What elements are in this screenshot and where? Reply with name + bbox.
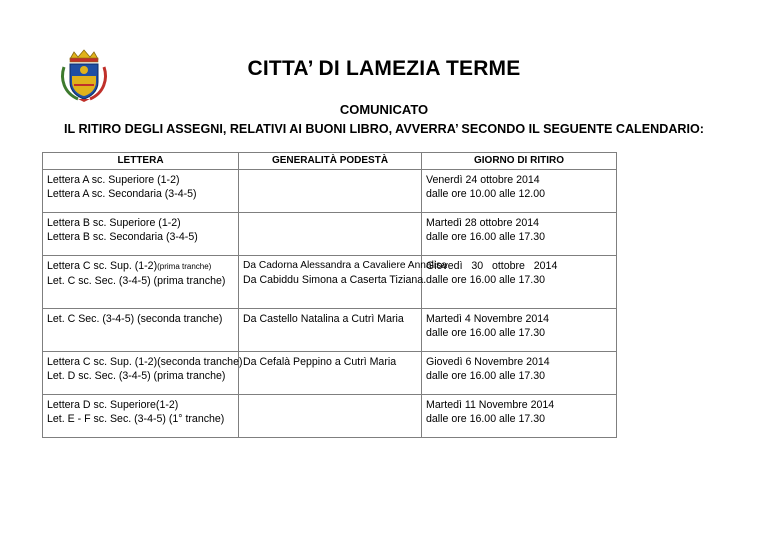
generalita-cell [239,351,422,394]
page-title: CITTA’ DI LAMEZIA TERME [247,57,521,80]
giorno-hours: dalle ore 16.00 alle 17.30 [426,274,545,286]
tranche-note: (prima tranche) [157,261,212,271]
giorno-hours: dalle ore 16.00 alle 17.30 [426,370,545,382]
calendar-table [42,152,617,438]
lettera-line: Lettera C sc. Sup. (1-2)(seconda tranche) [47,355,243,368]
lettera-cell [43,308,239,351]
lettera-line: Let. D sc. Sec. (3-4-5) (prima tranche) [47,370,226,382]
lettera-line: Let. C sc. Sec. (3-4-5) (prima tranche) [47,275,226,287]
lettera-line: Lettera B sc. Secondaria (3-4-5) [47,231,198,243]
lettera-line: Let. E - F sc. Sec. (3-4-5) (1° tranche) [47,413,225,425]
lettera-cell [43,212,239,255]
generalita-cell [239,169,422,212]
lettera-cell [43,351,243,394]
table-row [43,351,617,394]
notice-subtitle: IL RITIRO DEGLI ASSEGNI, RELATIVI AI BUONI LIBRO, AVVERRA’ SECONDO IL SEGUENTE CALENDARIO: [64,122,704,136]
lettera-line: Lettera D sc. Superiore(1-2) [47,398,179,411]
lettera-line: Let. C Sec. (3-4-5) (seconda tranche) [47,312,223,325]
lettera-line: Lettera B sc. Superiore (1-2) [47,216,181,229]
lettera-main-text: Lettera C sc. Sup. (1-2) [47,259,158,272]
giorno-hours: dalle ore 16.00 alle 17.30 [426,413,545,425]
table-row [43,212,617,255]
generalita-cell [239,255,447,308]
generalita-line: Da Castello Natalina a Cutrì Maria [243,312,404,325]
giorno-hours: dalle ore 16.00 alle 17.30 [426,231,545,243]
generalita-cell [239,394,422,437]
giorno-date: Giovedì 6 Novembre 2014 [426,355,550,368]
table-header-row [43,153,617,170]
column-header-generalita: GENERALITÀ PODESTÀ [239,153,422,170]
table-row [43,255,617,308]
giorno-date: Giovedì 30 ottobre 2014 [426,259,558,272]
giorno-cell [422,169,617,212]
generalita-cell [239,308,422,351]
generalita-cell [239,212,422,255]
giorno-cell [422,351,617,394]
giorno-cell [422,255,617,308]
generalita-line: Da Cefalà Peppino a Cutrì Maria [243,355,397,368]
lettera-cell [43,255,239,308]
giorno-cell [422,308,617,351]
giorno-cell [422,394,617,437]
column-header-giorno: GIORNO DI RITIRO [422,153,617,170]
lettera-cell [43,169,239,212]
lettera-line [47,259,234,275]
lettera-cell [43,394,239,437]
table-row [43,308,617,351]
table-row [43,169,617,212]
generalita-line: Da Cadorna Alessandra a Cavaliere Annalisa [243,259,447,271]
table-row [43,394,617,437]
giorno-date: Venerdì 24 ottobre 2014 [426,173,540,186]
giorno-date: Martedì 28 ottobre 2014 [426,216,540,229]
column-header-lettera: LETTERA [43,153,239,170]
lettera-line: Lettera A sc. Superiore (1-2) [47,173,180,186]
giorno-cell [422,212,617,255]
lettera-line: Lettera A sc. Secondaria (3-4-5) [47,188,197,200]
giorno-hours: dalle ore 10.00 alle 12.00 [426,188,545,200]
giorno-date: Martedì 4 Novembre 2014 [426,312,550,325]
generalita-line: Da Cabiddu Simona a Caserta Tiziana. [243,274,427,286]
giorno-date: Martedì 11 Novembre 2014 [426,398,555,411]
notice-heading: COMUNICATO [339,102,429,117]
giorno-hours: dalle ore 16.00 alle 17.30 [426,327,545,339]
